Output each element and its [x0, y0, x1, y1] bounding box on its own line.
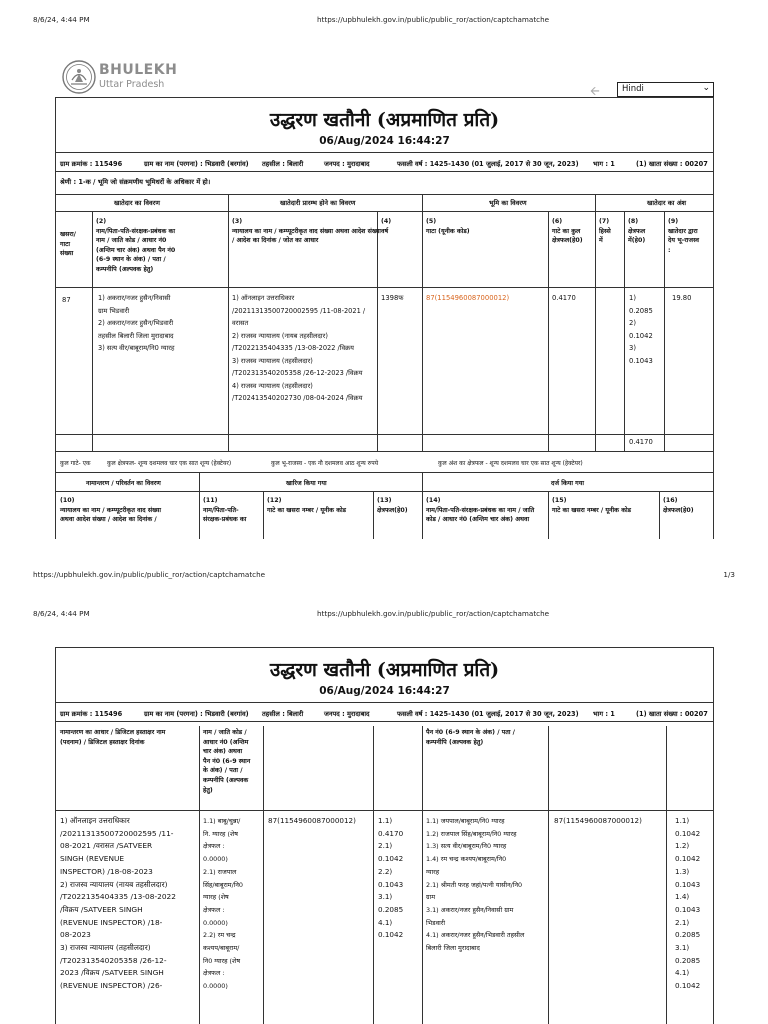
header-line: गाटे का खसरा नम्बर / यूनीक कोड: [267, 506, 347, 514]
share-area-list: [629, 292, 653, 367]
owner-line: ग्यारह (शेष: [203, 893, 229, 902]
header-line: (11): [203, 497, 218, 504]
owner-line: तहसील बिलारी जिला मुरादाबाद: [98, 331, 174, 340]
owner-line: 0.0000): [203, 982, 228, 991]
header-court-order: [232, 217, 381, 246]
brand-name: BHULEKH: [99, 62, 178, 78]
basis-line: SINGH (REVENUE: [60, 854, 125, 864]
group-added: दर्ज किया गया: [551, 480, 584, 487]
area-line: 1.2): [675, 841, 690, 851]
header-gata: [426, 217, 470, 236]
area-line: 0.1043: [675, 879, 701, 889]
area-line: 3.1): [675, 943, 690, 953]
header-added-name-cont: [426, 728, 515, 747]
added-area-list: [675, 815, 700, 993]
header-line: नामान्तरण का आधार / डिजिटल हस्ताक्षर नाम: [60, 729, 166, 736]
header-line: नाम/पिता-पति-संरक्षक-प्रबंधक का: [96, 227, 175, 235]
header-line: खातेदार द्वारा: [668, 227, 698, 235]
owner-line: 3.1) अकरार/नजर हुसैन/निवासी ग्राम: [426, 905, 514, 914]
order-line: 1) ऑनलाइन उत्तराधिकार: [232, 294, 295, 302]
header-line: गाटे का कुल: [552, 227, 581, 235]
order-list: [232, 292, 365, 405]
document-title: उद्धरण खतौनी (अप्रमाणित प्रति): [269, 659, 500, 681]
header-line: (6): [552, 218, 563, 225]
owner-line: बिलारी जिला मुरादाबाद: [426, 944, 480, 953]
basis-line: 2) राजस्व न्यायालय (नायब तहसीलदार): [60, 879, 168, 889]
header-line: / आदेश का दिनांक / जोत का आधार: [232, 237, 319, 245]
group-mutation: नामान्तरण / परिवर्तन का विवरण: [86, 480, 161, 487]
basis-line: 3) राजस्व न्यायालय (तहसीलदार): [60, 943, 151, 953]
header-year: [381, 217, 391, 236]
area-line: 3.1): [378, 892, 393, 902]
header-line: क्षेत्रफल(हे0): [377, 506, 408, 514]
header-line: (4): [381, 218, 392, 225]
tehsil: तहसील : बिलारी: [262, 160, 304, 168]
area-line: 2.1): [378, 841, 393, 851]
owner-line: 0.0000): [203, 918, 228, 927]
document-date: 06/Aug/2024 16:44:27: [319, 685, 450, 697]
owner-line: ग्राम भिडवारी: [98, 306, 130, 315]
back-arrow-icon[interactable]: 🡨: [590, 84, 600, 98]
header-hissa: [599, 217, 611, 246]
header-line: गाटे का खसरा नम्बर / यूनीक कोड: [552, 506, 632, 514]
order-line: 2) राजस्व न्यायालय (नायब तहसीलदार): [232, 331, 328, 340]
header-removed-name: [203, 496, 246, 525]
share-line: 0.1043: [629, 356, 653, 365]
owner-line: भिडवारी: [426, 918, 446, 927]
area-line: 0.1042: [675, 981, 701, 991]
header-line: न्यायालय का नाम / कम्प्यूटरीकृत वाद संख्या अथवा आदेश संख्या: [232, 227, 381, 235]
basis-line: /T202313540205358 /26-12-: [60, 955, 167, 965]
owner-line: 1.1) जयपाल/बाबूराम/नि0 ग्यारह: [426, 817, 505, 825]
total-share-area: 0.4170: [629, 438, 653, 446]
basis-line: /विक्रय /SATVEER SINGH: [60, 904, 143, 914]
khatauni-page-2: [55, 647, 714, 1024]
owner-line: कश्यप/बाबूराम/: [203, 944, 240, 953]
summary-total-area: कुल क्षेत्रफल- शून्य दशमलव चार एक सात शून्य (हेक्टेयर): [107, 460, 232, 467]
header-line: (16): [663, 497, 678, 504]
owner-line: नि. ग्यारह (शेष: [203, 829, 238, 838]
group-khatedar: खातेदार का विवरण: [114, 199, 160, 207]
mutation-table: [56, 726, 714, 1024]
village-code: ग्राम क्रमांक : 115496: [60, 160, 123, 168]
khasra-number: 87: [62, 296, 71, 304]
header-line: संरक्षक-प्रबंधक का: [203, 516, 247, 524]
header-line: (पदनाम) / डिजिटल हस्ताक्षर दिनांक: [60, 738, 145, 746]
group-khatedari-start: खातेदारी प्रारम्भ होने का विवरण: [280, 199, 356, 207]
header-line: कोड / आधार नं0 (अन्तिम चार अंक) अथवा: [426, 516, 530, 524]
share-line: 0.2085: [629, 306, 653, 315]
group-removed: खारिज किया गया: [286, 480, 327, 487]
header-line: नाम/पिता-पति-: [203, 506, 239, 514]
revenue-value: 19.80: [672, 294, 692, 302]
owner-line: 1.2) राजपाल सिंह/बाबूराम/नि0 ग्यारह: [426, 829, 517, 838]
header-line: नाम / जाति कोड /: [203, 729, 247, 736]
bhulekh-logo[interactable]: [62, 60, 232, 96]
share-line: 3): [629, 344, 636, 352]
header-line: कम्पनीपि (अल्पवक हेतु): [96, 265, 154, 273]
added-owner-list: [426, 815, 524, 955]
header-line: (12): [267, 497, 282, 504]
header-added-name: [426, 496, 534, 525]
removed-area-list: [378, 815, 403, 942]
area-line: 4.1): [675, 968, 690, 978]
header-line: (15): [552, 497, 567, 504]
order-line: /20211313500720002595 /11-08-2021 /: [232, 306, 366, 315]
area-line: 0.1043: [675, 904, 701, 914]
basis-line: (REVENUE INSPECTOR) /18-: [60, 917, 163, 927]
owner-line: ग्यारह: [426, 867, 440, 876]
header-line: आधार नं0 (अन्तिम: [203, 738, 249, 746]
year-value: 1398फ: [381, 294, 404, 302]
owner-line: 4.1) अकरार/नजर हुसैन/भिडवारी तहसील: [426, 931, 525, 940]
summary-share-area: कुल अंश का क्षेत्रफल - शून्य दशमलव चार एक सात शून्य (हेक्टेयर): [438, 460, 583, 467]
owner-line: 1.1) बाबू/चुन्ना/: [203, 817, 241, 825]
owner-line: 2) अकरार/नजर हुसैन/भिडवारी: [98, 319, 174, 327]
header-mutation-basis: [60, 728, 165, 747]
header-line: हिस्से: [599, 227, 611, 235]
owner-line: नि0 ग्यारह (शेष: [203, 956, 241, 965]
area-line: 1.4): [675, 892, 690, 902]
owner-line: 2.1) श्रीमती फरह जहां/पत्नी यासीन/नि0: [426, 880, 523, 889]
language-value: Hindi: [622, 84, 644, 94]
owner-line: 2.1) राजपाल: [203, 867, 237, 876]
area-line: 4.1): [378, 917, 393, 927]
group-land: भूमि का विवरण: [489, 199, 527, 207]
owner-line: 1.4) रम चन्द्र कश्यप/बाबूराम/नि0: [426, 855, 507, 864]
basis-line: INSPECTOR) /18-08-2023: [60, 866, 153, 876]
added-gata: 87(1154960087000012): [554, 816, 642, 825]
area-line: 1.3): [675, 866, 690, 876]
basis-line: /T2022135404335 /13-08-2022: [60, 892, 176, 902]
share-line: 0.1042: [629, 331, 653, 340]
document-date: 06/Aug/2024 16:44:27: [319, 135, 450, 147]
record-info-bar: ग्राम क्रमांक : 115496 ग्राम का नाम (परगना) : भिडवारी (बरगांव) तहसील : बिलारी जनपद : मुरादाबाद फसली वर्ष : 1425-1430 (01 जुलाई, 2017 से 30 जून, 2023) भाग : 1 (1) खाता संख्या : 00207: [56, 702, 713, 722]
area-line: 0.4170: [378, 828, 404, 838]
header-added-gata: [552, 496, 631, 515]
area-line: 1.1): [675, 816, 690, 825]
header-line: में(हे0): [628, 237, 646, 245]
print-header: [0, 12, 768, 26]
print-header-page-2: [0, 606, 768, 620]
area-line: 1.1): [378, 816, 393, 825]
header-line: (2): [96, 218, 107, 225]
header-total-area: [552, 217, 583, 246]
removed-owner-list: [203, 815, 243, 993]
header-line: (14): [426, 497, 441, 504]
header-line: (3): [232, 218, 243, 225]
summary-gata-count: कुल गाटे- एक: [60, 460, 91, 467]
header-line: (5): [426, 218, 437, 225]
brand-state: Uttar Pradesh: [99, 79, 165, 90]
order-line: /T2022135404335 /13-08-2022 /विक्रय: [232, 344, 355, 352]
footer-page: 1/3: [723, 570, 735, 579]
header-owner-name: [96, 217, 175, 275]
header-line: नाम/पिता-पति-संरक्षक-प्रबंधक का नाम / जाति: [426, 506, 535, 514]
header-line: चार अंक) अथवा: [203, 748, 243, 756]
order-line: /T202413540202730 /08-04-2024 /विक्रय: [232, 394, 363, 402]
header-revenue: [668, 217, 699, 255]
header-line: (8): [628, 218, 639, 225]
owner-line: 2.2) रम चन्द्र: [203, 931, 236, 940]
header-line: कम्पनीपि (अल्पवक: [203, 776, 249, 784]
header-line: न्यायालय का नाम / कम्प्यूटरीकृत वाद संख्या: [60, 506, 162, 514]
header-line: गाटा (यूनीक कोड): [426, 227, 470, 235]
district: जनपद : मुरादाबाद: [324, 160, 370, 168]
gata-total-area: 0.4170: [552, 294, 576, 302]
area-line: 0.2085: [378, 904, 404, 914]
owner-line: 1.3) सत्य वीर/बाबूराम/नि0 ग्यारह: [426, 842, 507, 851]
header-line: क्षेत्रफल(हे0): [552, 237, 583, 245]
document-title: उद्धरण खतौनी (अप्रमाणित प्रति): [269, 109, 500, 131]
area-line: 2.2): [378, 866, 393, 876]
basis-line: (REVENUE INSPECTOR) /26-: [60, 981, 163, 991]
header-removed-name-cont: [203, 728, 250, 795]
area-line: 0.1042: [675, 854, 701, 864]
header-line: देय भू-राजस्व: [668, 237, 700, 245]
header-line: नाम / जाति कोड / आधार नं0: [96, 237, 167, 245]
header-line: संख्या: [60, 250, 74, 258]
footer-url: https://upbhulekh.gov.in/public/public_ror/action/captchamatche: [33, 570, 266, 579]
share-line: 2): [629, 319, 636, 327]
owner-line: सिंह/बाबूराम/नि0: [203, 880, 243, 889]
owner-line: क्षेत्रफल :: [203, 905, 225, 914]
owner-line: क्षेत्रफल :: [203, 842, 225, 851]
header-line: पैन नं0 (6-9 स्थान: [203, 757, 251, 765]
header-line: (9): [668, 218, 679, 225]
khata-number: (1) खाता संख्या : 00207: [636, 160, 708, 168]
header-removed-gata: [267, 496, 346, 515]
header-line: वर्ष: [381, 227, 389, 235]
summary-revenue: कुल भू-राजस्व - एक नौ दशमलव आठ शून्य रुपये: [271, 460, 379, 467]
area-line: 0.1042: [378, 930, 404, 940]
header-line: खसरा/: [60, 231, 76, 238]
up-emblem-icon: [62, 60, 96, 94]
header-line: पैन नं0 (6-9 स्थान के अंक) / पता /: [426, 729, 515, 736]
header-line: क्षेत्रफल(हे0): [663, 506, 694, 514]
village-name: ग्राम का नाम (परगना) : भिडवारी (बरगांव): [144, 160, 249, 168]
area-line: 0.2085: [675, 955, 701, 965]
owner-line: 1) अकरार/नजर हुसैन/निवासी: [98, 294, 171, 302]
order-line: 3) राजस्व न्यायालय (तहसीलदार): [232, 356, 313, 365]
header-line: क्षेत्रफल: [628, 227, 646, 235]
khatedar-table: [56, 194, 714, 539]
order-line: /T202313540205358 /26-12-2023 /विक्रय: [232, 369, 363, 377]
header-line: (6-9 स्थान के अंक) / पता /: [96, 256, 166, 264]
header-line: में: [599, 237, 603, 245]
area-line: 0.1042: [675, 828, 701, 838]
header-removed-area: [377, 496, 408, 515]
header-line: अथवा आदेश संख्या / आदेश का दिनांक /: [60, 516, 157, 524]
owner-line: 3) सत्य वीर/बाबूराम/नि0 ग्यारह: [98, 344, 175, 352]
area-line: 0.1043: [378, 879, 404, 889]
share-line: 1): [629, 294, 636, 302]
removed-gata: 87(1154960087000012): [268, 816, 356, 825]
gata-unique-code[interactable]: 87(1154960087000012): [426, 294, 510, 302]
owner-line: ग्राम: [426, 893, 436, 902]
print-url: https://upbhulekh.gov.in/public/public_ror/action/captchamatche: [317, 15, 550, 24]
language-select[interactable]: [617, 82, 714, 97]
khatauni-page-1: [55, 97, 714, 539]
print-datetime: 8/6/24, 4:44 PM: [33, 609, 90, 618]
header-line: (7): [599, 218, 610, 225]
chevron-down-icon: ⌄: [702, 83, 710, 93]
header-line: :: [668, 246, 671, 254]
header-line: कम्पनीपि (अल्पवक हेतु): [426, 738, 484, 746]
header-line: के अंक) / पता /: [203, 767, 243, 775]
header-added-area: [663, 496, 694, 515]
print-datetime: 8/6/24, 4:44 PM: [33, 15, 90, 24]
area-line: 2.1): [675, 917, 690, 927]
basis-line: 1) ऑनलाइन उत्तराधिकार: [60, 816, 130, 825]
order-line: 4) राजस्व न्यायालय (तहसीलदार): [232, 381, 313, 390]
basis-line: 2023 /विक्रय /SATVEER SINGH: [60, 968, 164, 978]
basis-line: /20211313500720002595 /11-: [60, 828, 174, 838]
header-mutation-order: [60, 496, 161, 525]
fasli-year: फसली वर्ष : 1425-1430 (01 जुलाई, 2017 से 30 जून, 2023): [397, 160, 579, 168]
header-line: (अन्तिम चार अंक) अथवा पैन नं0: [96, 246, 176, 254]
basis-line: 08-2023: [60, 930, 91, 940]
owner-line: 0.0000): [203, 855, 228, 864]
print-url: https://upbhulekh.gov.in/public/public_ror/action/captchamatche: [317, 609, 550, 618]
area-line: 0.1042: [378, 854, 404, 864]
header-line: (13): [377, 497, 392, 504]
bhag: भाग : 1: [593, 160, 615, 168]
mutation-basis-list: [60, 815, 176, 993]
header-line: (10): [60, 497, 75, 504]
group-share: खातेदार का अंश: [647, 199, 687, 207]
header-line: गाटा: [60, 240, 70, 248]
owner-list: [98, 292, 175, 355]
owner-line: क्षेत्रफल :: [203, 969, 225, 978]
order-line: वरासत: [232, 319, 249, 327]
area-line: 0.2085: [675, 930, 701, 940]
basis-line: 08-2021 /वरासत /SATVEER: [60, 841, 153, 851]
category-line: श्रेणी : 1-क / भूमि जो संक्रमणीय भूमिधरों के अधिकार में हो।: [60, 178, 211, 186]
header-share-area: [628, 217, 645, 246]
header-line: हेतु): [203, 786, 213, 794]
header-khasra: [60, 230, 76, 259]
record-info-bar: [56, 152, 713, 172]
